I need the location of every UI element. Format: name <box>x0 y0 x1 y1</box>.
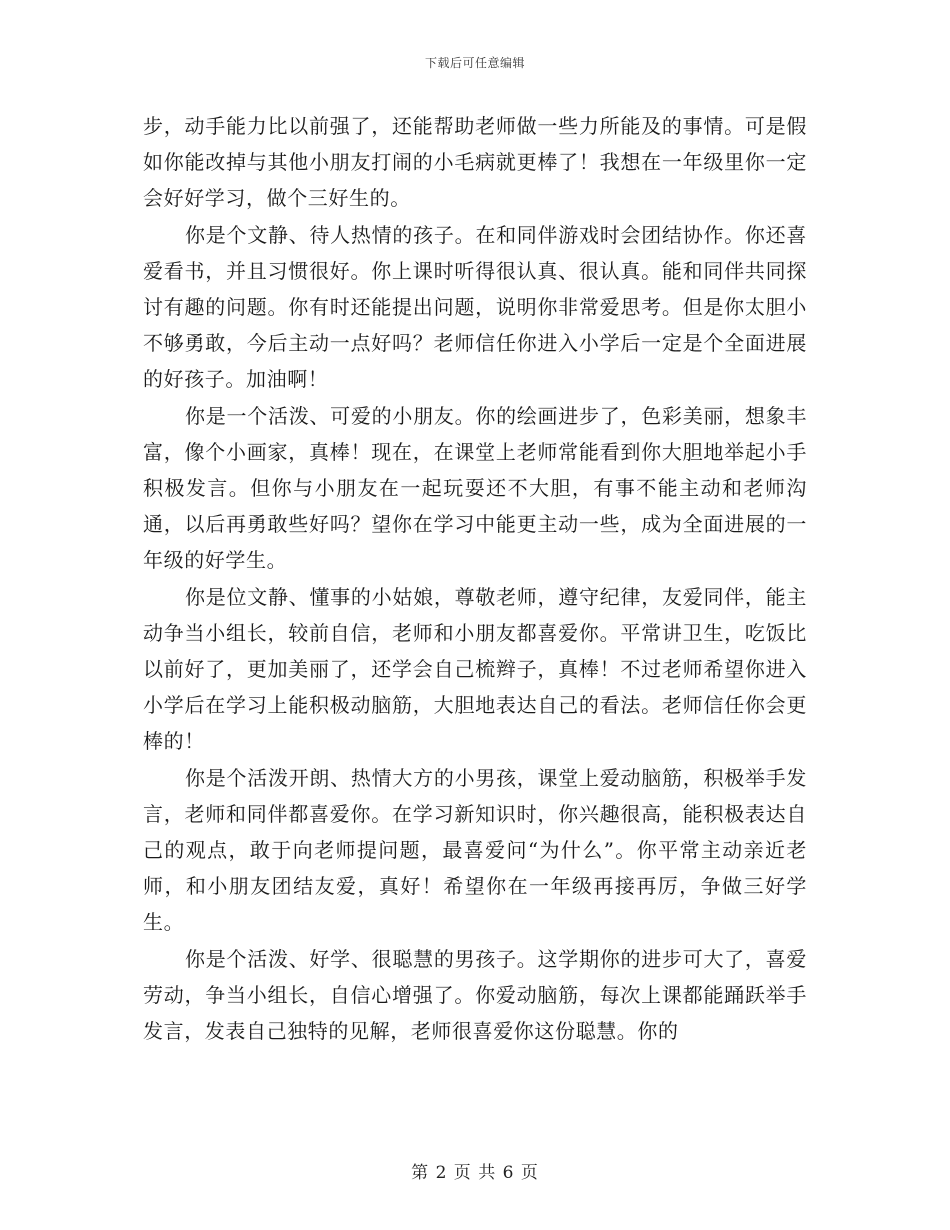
paragraph: 你是位文静、懂事的小姑娘，尊敬老师，遵守纪律，友爱同伴，能主动争当小组长，较前自信，老师和小朋友都喜爱你。平常讲卫生，吃饭比以前好了，更加美丽了，还学会自己梳辫子，真棒！不过老师希望你进入小学后在学习上能积极动脑筋，大胆地表达自己的看法。老师信任你会更棒的！ <box>143 584 807 754</box>
paragraph: 你是个活泼开朗、热情大方的小男孩，课堂上爱动脑筋，积极举手发言，老师和同伴都喜爱你。在学习新知识时，你兴趣很高，能积极表达自己的观点，敢于向老师提问题，最喜爱问“为什么”。你平常主动亲近老师，和小朋友团结友爱，真好！希望你在一年级再接再厉，争做三好学生。 <box>143 765 807 935</box>
paragraph-continued: 步，动手能力比以前强了，还能帮助老师做一些力所能及的事情。可是假如你能改掉与其他小朋友打闹的小毛病就更棒了！我想在一年级里你一定会好好学习，做个三好生的。 <box>143 114 807 211</box>
paragraph: 你是个文静、待人热情的孩子。在和同伴游戏时会团结协作。你还喜爱看书，并且习惯很好。你上课时听得很认真、很认真。能和同伴共同探讨有趣的问题。你有时还能提出问题，说明你非常爱思考。但是你太胆小不够勇敢，今后主动一点好吗？老师信任你进入小学后一定是个全面进展的好孩子。加油啊！ <box>143 222 807 392</box>
paragraph: 你是个活泼、好学、很聪慧的男孩子。这学期你的进步可大了，喜爱劳动，争当小组长，自信心增强了。你爱动脑筋，每次上课都能踊跃举手发言，发表自己独特的见解，老师很喜爱你这份聪慧。你的 <box>143 946 807 1044</box>
page-header: 下载后可任意编辑 <box>424 56 525 70</box>
paragraph: 你是一个活泼、可爱的小朋友。你的绘画进步了，色彩美丽，想象丰富，像个小画家，真棒！现在，在课堂上老师常能看到你大胆地举起小手积极发言。但你与小朋友在一起玩耍还不大胆，有事不能主动和老师沟通，以后再勇敢些好吗？望你在学习中能更主动一些，成为全面进展的一年级的好学生。 <box>143 403 807 573</box>
page-number-footer: 第 2 页 共 6 页 <box>411 1163 539 1183</box>
document-body <box>143 108 807 1049</box>
